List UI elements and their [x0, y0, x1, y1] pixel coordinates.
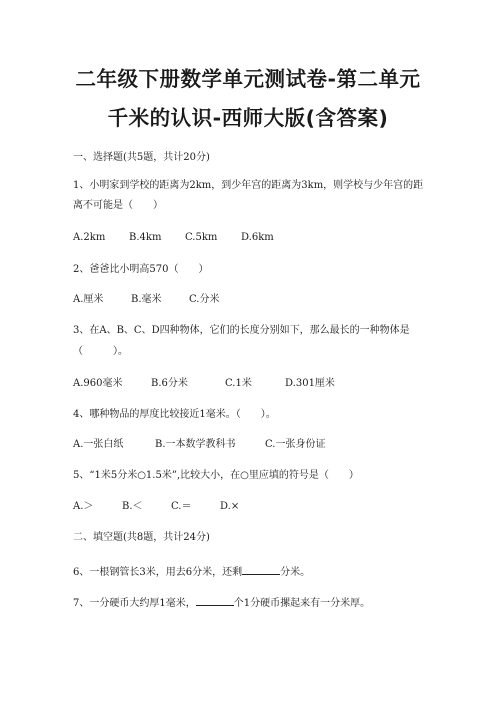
q4-option-a: A.一张白纸: [73, 439, 124, 450]
q4-option-b: B.一本数学教科书: [155, 439, 236, 450]
question-5-options: [73, 501, 239, 513]
q2-option-a: A.厘米: [73, 294, 104, 305]
q1-option-b: B.4km: [129, 232, 162, 243]
q3-option-b: B.6分米: [151, 378, 188, 389]
title-line-2: 千米的认识-西师大版(含答案): [107, 106, 389, 130]
q6-answer-blank: [242, 564, 280, 575]
title-line-1: 二年级下册数学单元测试卷-第二单元: [75, 67, 421, 91]
q7-text-after: 个1分硬币摞起来有一分米厚。: [233, 598, 371, 609]
q7-text-before: 7、一分硬币大约厚1毫米，: [73, 598, 196, 609]
q5-option-c: C.＝: [171, 501, 192, 512]
question-6: [73, 564, 310, 579]
question-1-line-1: 1、小明家到学校的距离为2km，到少年宫的距离为3km，则学校与少年宫的距: [73, 180, 424, 191]
question-1-line-2: 离不可能是（ ）: [73, 200, 163, 211]
section-heading-choice: 一、选择题(共5题，共计20分): [73, 152, 210, 163]
q3-option-c: C.1米: [225, 378, 252, 389]
q5-option-d: D.×: [220, 501, 240, 512]
question-1-options: [73, 232, 274, 244]
q1-option-a: A.2km: [73, 232, 106, 243]
question-7: [73, 595, 370, 610]
q6-text-before: 6、一根钢管长3米，用去6分米，还剩: [73, 567, 243, 578]
section-heading-fill: 二、填空题(共8题，共计24分): [73, 532, 210, 543]
question-4-options: [73, 439, 325, 451]
q3-option-a: A.960毫米: [73, 378, 123, 389]
q4-option-c: C.一张身份证: [265, 439, 326, 450]
q1-option-d: D.6km: [241, 232, 274, 243]
q6-text-after: 分米。: [280, 567, 311, 578]
q2-option-b: B.毫米: [131, 294, 162, 305]
question-3-options: [73, 378, 335, 390]
question-5: 5、“1米5分米○1.5米”,比较大小，在○里应填的符号是（ ）: [73, 470, 359, 481]
q2-option-c: C.分米: [189, 294, 220, 305]
q7-answer-blank: [196, 595, 234, 606]
question-2-options: [73, 294, 219, 306]
q5-option-a: A.＞: [73, 501, 94, 512]
q3-option-d: D.301厘米: [285, 378, 335, 389]
question-3-line-1: 3、在A、B、C、D四种物体，它们的长度分别如下，那么最长的一种物体是: [73, 325, 410, 336]
q1-option-c: C.5km: [185, 232, 218, 243]
question-2: 2、爸爸比小明高570（ ）: [73, 264, 209, 275]
question-3-line-2: （ ）。: [73, 346, 128, 357]
q5-option-b: B.＜: [122, 501, 143, 512]
question-4: 4、哪种物品的厚度比较接近1毫米。（ ）。: [73, 409, 276, 420]
